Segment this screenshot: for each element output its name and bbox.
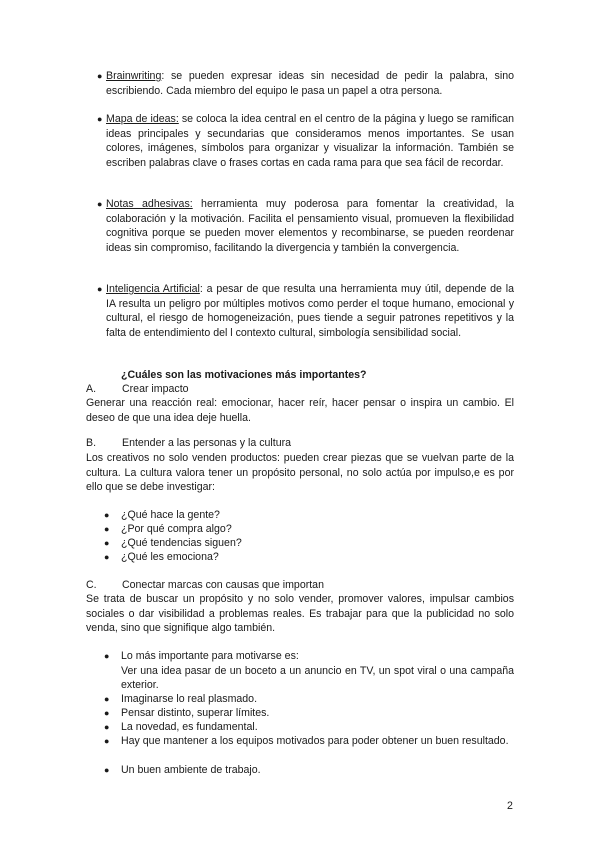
bullet-notas-adhesivas — [97, 197, 514, 255]
bullet-text: Mapa de ideas: se coloca la idea central en el centro de la página y luego se ramifican ideas principales y secundarias que consideramos menos importantes. Se usan colores, imágenes, símbolos para organizar y visualizar la información. También se escriben palabras clave o frases cortas en cada rama para que sea fácil de recordar. — [106, 113, 514, 169]
bullet-icon: ● — [97, 284, 103, 294]
bullet-icon: ● — [97, 114, 103, 124]
list-item: ● Pensar distinto, superar límites. — [104, 707, 270, 719]
bullet-term: Inteligencia Artificial — [106, 283, 200, 295]
bullet-icon: ● — [104, 694, 110, 704]
bullet-icon: ● — [97, 199, 103, 209]
list-item: ● ¿Qué les emociona? — [104, 551, 219, 563]
bullet-icon: ● — [104, 651, 110, 661]
bullet-icon: ● — [104, 552, 110, 562]
list-item: ● Hay que mantener a los equipos motivados para poder obtener un buen resultado. — [104, 735, 509, 747]
list-item: ● ¿Qué tendencias siguen? — [104, 537, 242, 549]
list-item: ● Imaginarse lo real plasmado. — [104, 693, 258, 705]
bullet-inteligencia-artificial — [97, 282, 514, 340]
bullet-term: Brainwriting — [106, 70, 162, 82]
section-title: Conectar marcas con causas que importan — [122, 579, 324, 591]
bullet-icon: ● — [104, 708, 110, 718]
section-b-title-row — [86, 436, 514, 451]
section-letter: B. — [86, 437, 97, 449]
section-b-text: Los creativos no solo venden productos: pueden crear piezas que se vuelvan parte de la cultura. La cultura valora tener un propósito personal, no solo actúa por impulso,e es por ello que se debe investigar: — [86, 452, 514, 494]
bullet-icon: ● — [97, 71, 103, 81]
section-c-text: Se trata de buscar un propósito y no solo vender, promover valores, impulsar cambios sociales o dar visibilidad a problemas reales. Es trabajar para que la publicidad no solo venda, sino que signifique algo también. — [86, 593, 514, 635]
section-a-text: Generar una reacción real: emocionar, hacer reír, hacer pensar o inspira un cambio. El deseo de que una idea deje huella. — [86, 397, 514, 424]
bullet-icon: ● — [104, 736, 110, 746]
bullet-text: Notas adhesivas: herramienta muy poderosa para fomentar la creatividad, la colaboración y la motivación. Facilita el pensamiento visual, promueven la flexibilidad cognitiva porque se pueden mover elementos y recombinarse, se pueden reordenar ideas sin compromiso, facilitando la divergencia y también la convergencia. — [106, 198, 514, 254]
bullet-mapa-de-ideas — [97, 112, 514, 170]
bullet-icon: ● — [104, 510, 110, 520]
section-heading: ¿Cuáles son las motivaciones más importantes? — [121, 369, 367, 381]
bullet-icon: ● — [104, 722, 110, 732]
bullet-term: Notas adhesivas: — [106, 198, 193, 210]
section-a-title-row — [86, 382, 514, 397]
list-item: ● Un buen ambiente de trabajo. — [104, 764, 261, 776]
section-title: Crear impacto — [122, 383, 189, 395]
list-item: ● La novedad, es fundamental. — [104, 721, 258, 733]
bullet-term: Mapa de ideas: — [106, 113, 179, 125]
section-letter: A. — [86, 383, 97, 395]
bullet-text: Inteligencia Artificial: a pesar de que resulta una herramienta muy útil, depende de la IA resulta un peligro por múltiples motivos como perder el toque humano, emocional y cultural, el riesgo de homogeneización, pues tiende a seguir patrones repetitivos y la falta de entendimiento del l contexto cultural, simbología sensibilidad social. — [106, 283, 514, 339]
bullet-brainwriting — [97, 69, 514, 98]
section-c-title-row — [86, 578, 514, 593]
list-item: ● ¿Qué hace la gente? — [104, 509, 220, 521]
page-number: 2 — [507, 800, 513, 812]
list-item: ● ¿Por qué compra algo? — [104, 523, 232, 535]
bullet-icon: ● — [104, 524, 110, 534]
bullet-icon: ● — [104, 538, 110, 548]
bullet-icon: ● — [104, 765, 110, 775]
bullet-text: Brainwriting: se pueden expresar ideas sin necesidad de pedir la palabra, sino escribiendo. Cada miembro del equipo le pasa un papel a otra persona. — [106, 70, 514, 97]
section-letter: C. — [86, 579, 97, 591]
section-title: Entender a las personas y la cultura — [122, 437, 292, 449]
list-item-motivation-intro: ● Lo más importante para motivarse es: Ver una idea pasar de un boceto a un anuncio en TV, un spot viral o una campaña exterior. — [104, 650, 514, 692]
